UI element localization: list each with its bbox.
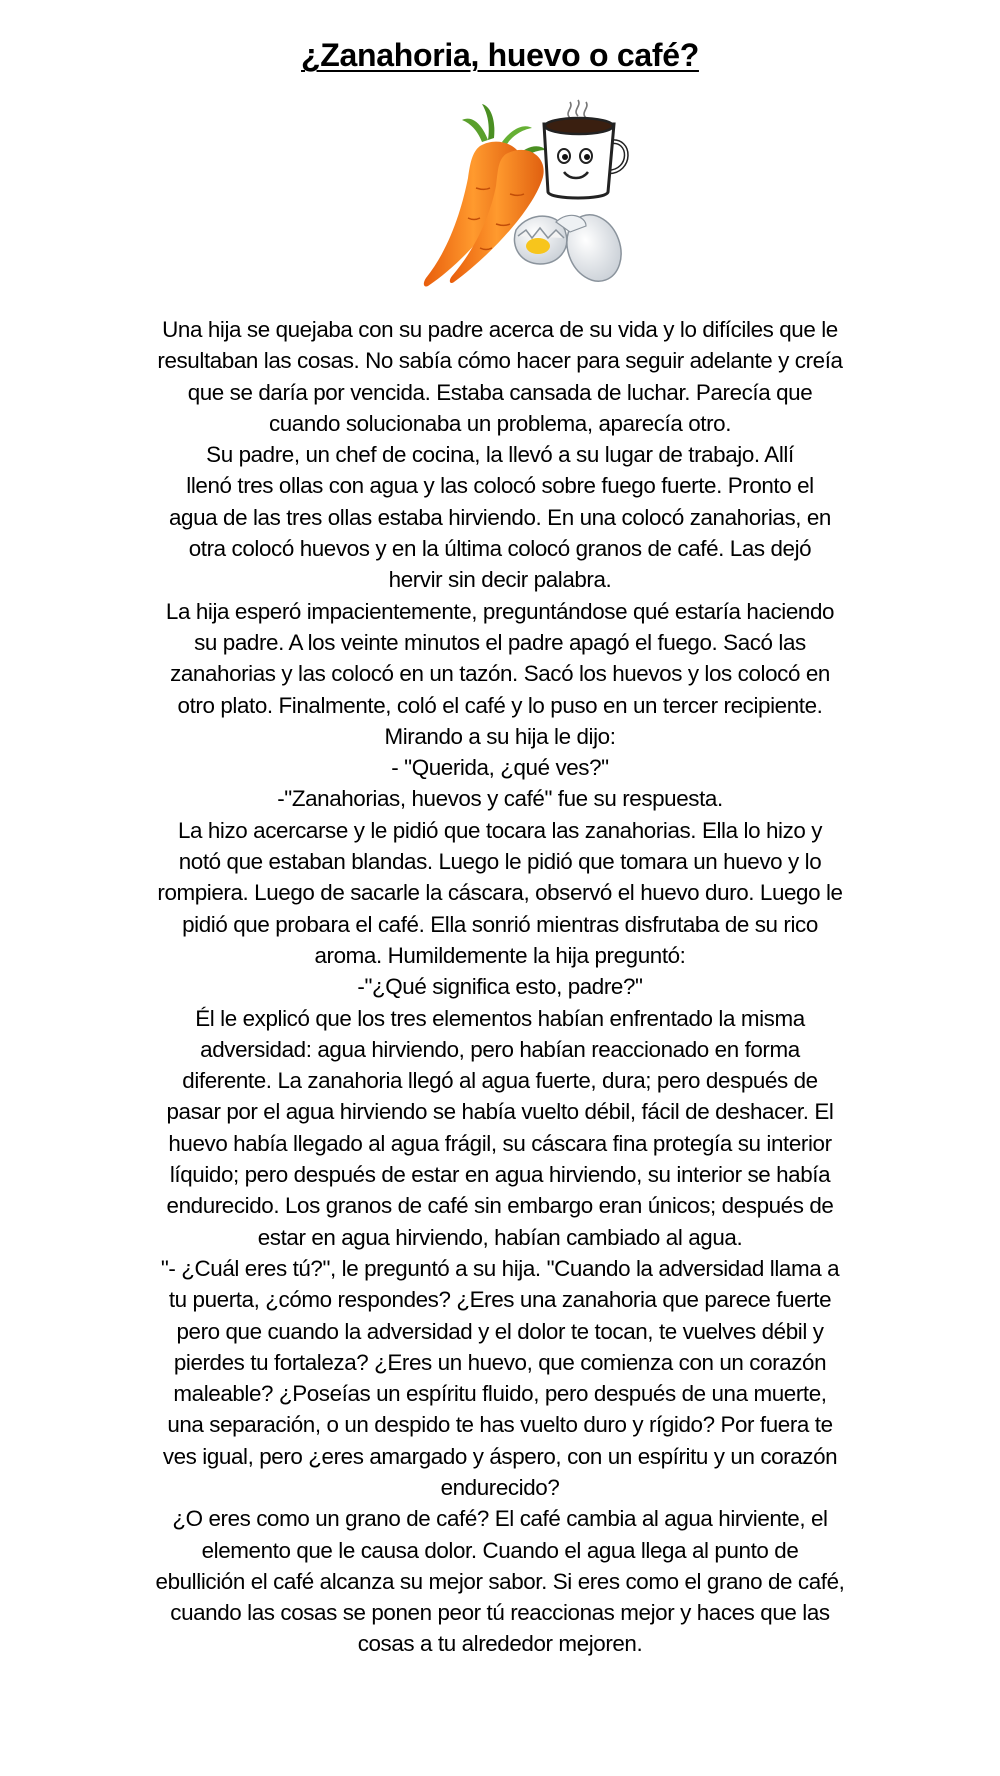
story-line: zanahorias y las colocó en un tazón. Sacó los huevos y los colocó en bbox=[170, 661, 830, 687]
story-line: ves igual, pero ¿eres amargado y áspero, con un espíritu y un corazón bbox=[162, 1443, 838, 1469]
story-line: estar en agua hirviendo, habían cambiado al agua. bbox=[257, 1224, 743, 1250]
story-line: hervir sin decir palabra. bbox=[388, 567, 612, 593]
story-line: notó que estaban blandas. Luego le pidió que tomara un huevo y lo bbox=[178, 849, 822, 875]
story-line: Su padre, un chef de cocina, la llevó a su lugar de trabajo. Allí bbox=[206, 442, 794, 468]
story-line: cuando solucionaba un problema, aparecía otro. bbox=[268, 410, 732, 436]
story-line: endurecido? bbox=[440, 1474, 560, 1500]
story-line: -"¿Qué significa esto, padre?" bbox=[357, 974, 643, 1000]
story-text bbox=[95, 314, 905, 1660]
story-line: agua de las tres ollas estaba hirviendo. En una colocó zanahorias, en bbox=[169, 504, 831, 530]
story-line: pierdes tu fortaleza? ¿Eres un huevo, que comienza con un corazón bbox=[173, 1349, 827, 1375]
story-line: ebullición el café alcanza su mejor sabor. Si eres como el grano de café, bbox=[155, 1568, 845, 1594]
story-line: elemento que le causa dolor. Cuando el agua llega al punto de bbox=[201, 1537, 799, 1563]
story-line: La hija esperó impacientemente, preguntándose qué estaría haciendo bbox=[165, 598, 835, 624]
story-line: otro plato. Finalmente, coló el café y lo puso en un tercer recipiente. bbox=[177, 692, 823, 718]
story-line: huevo había llegado al agua frágil, su cáscara fina protegía su interior bbox=[168, 1130, 832, 1156]
story-line: "- ¿Cuál eres tú?", le preguntó a su hija. "Cuando la adversidad llama a bbox=[160, 1255, 840, 1281]
story-line: su padre. A los veinte minutos el padre apagó el fuego. Sacó las bbox=[194, 629, 806, 655]
illustration bbox=[410, 98, 680, 298]
story-line: tu puerta, ¿cómo respondes? ¿Eres una zanahoria que parece fuerte bbox=[168, 1287, 832, 1313]
story-line: endurecido. Los granos de café sin embargo eran únicos; después de bbox=[166, 1193, 834, 1219]
story-line: Él le explicó que los tres elementos habían enfrentado la misma bbox=[195, 1005, 805, 1031]
story-line: - "Querida, ¿qué ves?" bbox=[391, 755, 609, 781]
story-line: -"Zanahorias, huevos y café" fue su respuesta. bbox=[277, 786, 723, 812]
story-line: que se daría por vencida. Estaba cansada de luchar. Parecía que bbox=[187, 379, 813, 405]
story-line: llenó tres ollas con agua y las colocó sobre fuego fuerte. Pronto el bbox=[186, 473, 814, 499]
story-line: adversidad: agua hirviendo, pero habían reaccionado en forma bbox=[200, 1036, 800, 1062]
story-line: otra colocó huevos y en la última colocó granos de café. Las dejó bbox=[188, 536, 812, 562]
story-line: diferente. La zanahoria llegó al agua fuerte, dura; pero después de bbox=[182, 1068, 818, 1094]
story-line: una separación, o un despido te has vuelto duro y rígido? Por fuera te bbox=[167, 1412, 833, 1438]
coffee-mug-icon bbox=[544, 100, 626, 198]
page-title: ¿Zanahoria, huevo o café? bbox=[301, 37, 699, 74]
story-line: rompiera. Luego de sacarle la cáscara, observó el huevo duro. Luego le bbox=[157, 880, 843, 906]
eggs-icon bbox=[514, 207, 630, 289]
story-line: aroma. Humildemente la hija preguntó: bbox=[314, 942, 686, 968]
story-line: Mirando a su hija le dijo: bbox=[384, 723, 616, 749]
story-line: líquido; pero después de estar en agua hirviendo, su interior se había bbox=[169, 1162, 831, 1188]
story-line: ¿O eres como un grano de café? El café cambia al agua hirviente, el bbox=[172, 1506, 828, 1532]
story-line: Una hija se quejaba con su padre acerca de su vida y lo difíciles que le bbox=[162, 317, 838, 342]
story-line: pero que cuando la adversidad y el dolor te tocan, te vuelves débil y bbox=[176, 1318, 824, 1344]
story-line: resultaban las cosas. No sabía cómo hacer para seguir adelante y creía bbox=[157, 348, 843, 374]
story-line: pidió que probara el café. Ella sonrió mientras disfrutaba de su rico bbox=[182, 911, 818, 937]
story-line: maleable? ¿Poseías un espíritu fluido, pero después de una muerte, bbox=[173, 1381, 827, 1407]
story-line: La hizo acercarse y le pidió que tocara las zanahorias. Ella lo hizo y bbox=[177, 817, 823, 843]
story-line: cuando las cosas se ponen peor tú reaccionas mejor y haces que las bbox=[170, 1600, 830, 1626]
story-line: cosas a tu alrededor mejoren. bbox=[357, 1631, 643, 1657]
story-line: pasar por el agua hirviendo se había vuelto débil, fácil de deshacer. El bbox=[166, 1099, 834, 1125]
